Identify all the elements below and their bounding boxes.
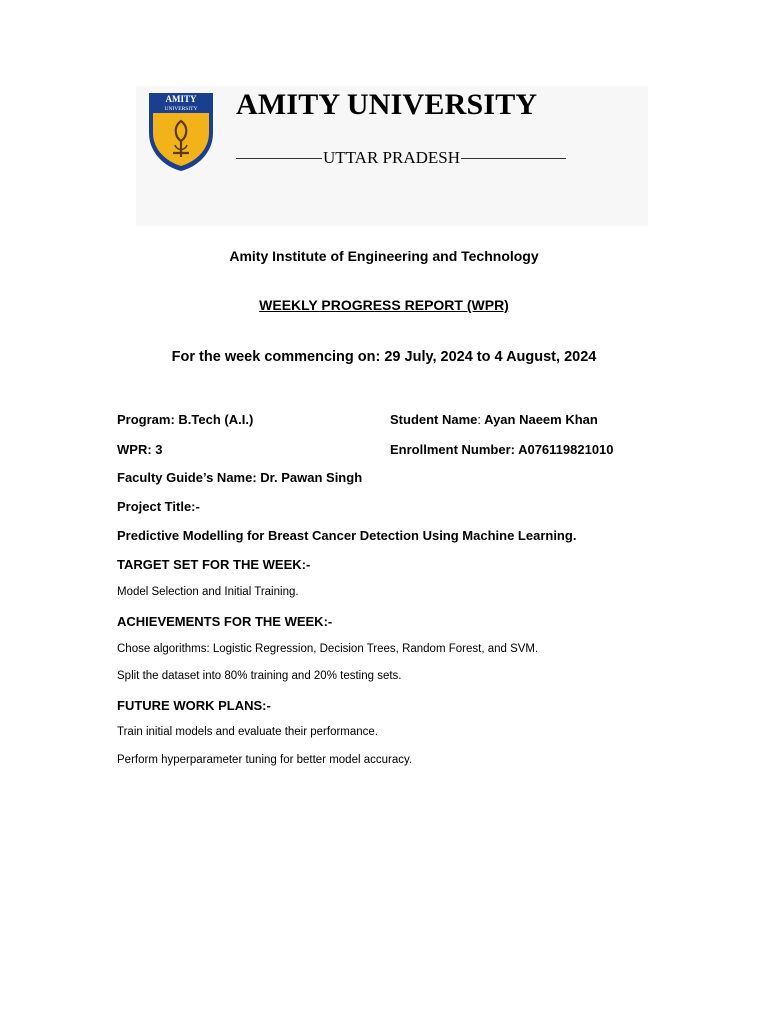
institute-name: Amity Institute of Engineering and Technology: [229, 248, 539, 264]
week-line: For the week commencing on: 29 July, 2024 to 4 August, 2024: [171, 349, 597, 365]
achievement-item: Split the dataset into 80% training and 20% testing sets.: [117, 670, 402, 682]
student-name-text: Ayan Naeem Khan: [481, 412, 598, 427]
future-item: Perform hyperparameter tuning for better model accuracy.: [117, 754, 413, 766]
target-item: Model Selection and Initial Training.: [117, 586, 299, 598]
project-title: Predictive Modelling for Breast Cancer Detection Using Machine Learning.: [117, 528, 577, 543]
location-text: UTTAR PRADESH: [323, 148, 461, 167]
divider-left: [236, 158, 322, 159]
divider-right: [461, 158, 566, 159]
faculty-field: Faculty Guide’s Name: Dr. Pawan Singh: [117, 470, 363, 485]
logo-text-top: AMITY: [165, 94, 197, 104]
student-name-field: [390, 412, 598, 427]
future-item: Train initial models and evaluate their performance.: [117, 726, 379, 738]
achievements-heading: ACHIEVEMENTS FOR THE WEEK:-: [117, 614, 333, 629]
project-title-label: Project Title:-: [117, 499, 200, 514]
student-name-label: Student Name: [390, 412, 478, 427]
report-title-text: WEEKLY PROGRESS REPORT (WPR): [259, 297, 509, 313]
enrollment-field: Enrollment Number: A076119821010: [390, 442, 614, 457]
amity-logo: [147, 91, 215, 173]
logo-text-bottom: UNIVERSITY: [164, 106, 198, 112]
target-heading: TARGET SET FOR THE WEEK:-: [117, 557, 311, 572]
location-line: [236, 147, 566, 169]
student-name-value: : Ayan Naeem Khan: [477, 412, 598, 427]
wpr-field: WPR: 3: [117, 442, 163, 457]
report-title: [0, 297, 768, 313]
future-heading: FUTURE WORK PLANS:-: [117, 698, 271, 713]
university-name: AMITY UNIVERSITY: [236, 88, 538, 121]
program-field: Program: B.Tech (A.I.): [117, 412, 254, 427]
achievement-item: Chose algorithms: Logistic Regression, Decision Trees, Random Forest, and SVM.: [117, 643, 539, 655]
